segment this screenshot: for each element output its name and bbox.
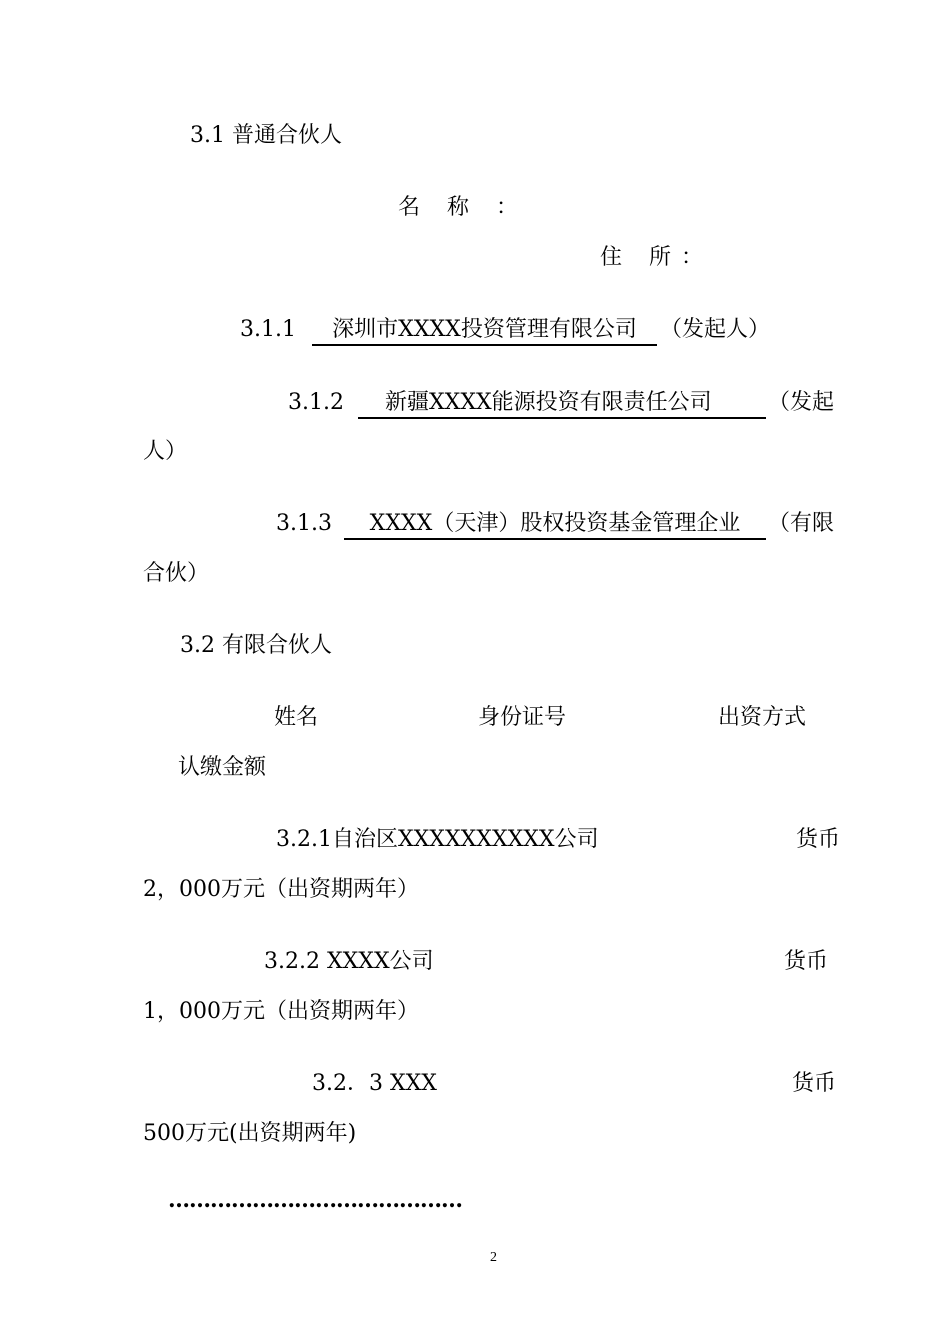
address-label: 住 所： (600, 245, 713, 270)
lp-row-3-amount: 500万元(出资期两年) (143, 1121, 357, 1146)
gp-item-1-number: 3.1.1 (240, 317, 296, 342)
section-3-1-title: 3.1 普通合伙人 (190, 123, 342, 148)
header-contribution-method: 出资方式 (718, 705, 807, 730)
gp-item-2-number: 3.1.2 (288, 390, 344, 415)
lp-row-2-method: 货币 (784, 949, 829, 974)
section-3-2-title: 3.2 有限合伙人 (180, 633, 332, 658)
lp-row-2-amount: 1，000万元（出资期两年） (143, 999, 419, 1024)
lp-row-2-name: 3.2.2 XXXX公司 (264, 949, 434, 974)
gp-item-3-name: XXXX（天津）股权投资基金管理企业 (344, 510, 766, 540)
gp-item-2-name (358, 389, 766, 419)
gp-item-3-suffix-2: 合伙） (143, 561, 210, 586)
gp-item-3-number: 3.1.3 (276, 511, 332, 536)
lp-row-1-method: 货币 (796, 827, 841, 852)
gp-item-1-name: 深圳市XXXX投资管理有限公司 (312, 316, 657, 346)
ellipsis: …………………………………… (168, 1187, 462, 1213)
gp-item-3-suffix-1: （有限 (768, 511, 835, 536)
lp-row-3-name: 3.2．3 XXX (312, 1071, 437, 1096)
gp-item-2-suffix-1: （发起 (768, 390, 835, 415)
header-id-number: 身份证号 (478, 705, 567, 730)
gp-item-2-name-text: 新疆XXXX能源投资有限责任公司 (385, 390, 712, 415)
page-number: 2 (490, 1250, 497, 1265)
header-name: 姓名 (274, 705, 319, 730)
lp-row-1-amount: 2，000万元（出资期两年） (143, 877, 419, 902)
header-subscribed-amount: 认缴金额 (178, 755, 267, 780)
lp-row-1-name: 3.2.1自治区XXXXXXXXXX公司 (276, 827, 599, 852)
name-label: 名 称 ： (398, 195, 528, 220)
gp-item-1-suffix: （发起人） (660, 317, 771, 342)
gp-item-2-suffix-2: 人） (143, 439, 188, 464)
lp-row-3-method: 货币 (792, 1071, 837, 1096)
